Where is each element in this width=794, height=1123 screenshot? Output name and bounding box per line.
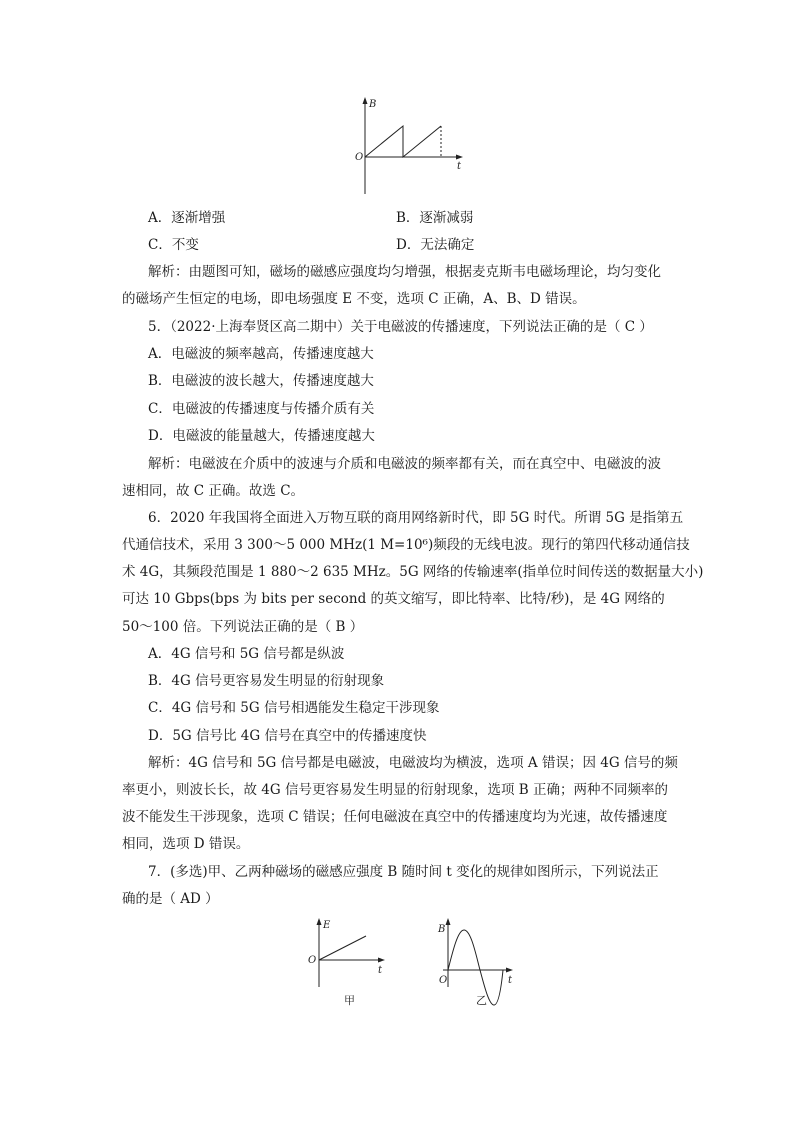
- q7-stem-line-2: 确的是（ AD ）: [122, 891, 219, 907]
- q5-option-a: A．电磁波的频率越高，传播速度越大: [148, 346, 374, 362]
- x-axis-label: t: [378, 965, 383, 976]
- q6-stem-line-1: 6．2020 年我国将全面进入万物互联的商用网络新时代，即 5G 时代。所谓 5G 是指第五: [148, 510, 684, 526]
- q6-stem-line-5: 50～100 倍。下列说法正确的是（ B ）: [122, 619, 364, 635]
- y-axis-arrow: [363, 97, 368, 104]
- q5-analysis-line-2: 速相同，故 C 正确。故选 C。: [122, 483, 305, 499]
- q6-stem-line-3: 术 4G，其频段范围是 1 880～2 635 MHz。5G 网络的传输速率(指单位时间传送的数据量大小): [122, 564, 704, 580]
- q4-option-c: C．不变: [148, 237, 199, 253]
- x-axis-label: t: [457, 161, 462, 172]
- q5-analysis-line-1: 解析：电磁波在介质中的波速与介质和电磁波的频率都有关，而在真空中、电磁波的波: [148, 456, 661, 472]
- q6-analysis-line-1: 解析：4G 信号和 5G 信号都是电磁波，电磁波均为横波，选项 A 错误；因 4G 信号的频: [148, 755, 678, 771]
- graph-jia-e-t: [302, 915, 392, 1010]
- q4-option-a: A．逐渐增强: [148, 210, 226, 226]
- x-axis-label: t: [508, 975, 513, 986]
- y-axis-label: B: [438, 924, 446, 935]
- x-axis-arrow: [506, 968, 513, 973]
- q5-option-d: D．电磁波的能量越大，传播速度越大: [148, 428, 375, 444]
- q6-stem-line-2: 代通信技术，采用 3 300～5 000 MHz(1 M=10⁶)频段的无线电波。现行的第四代移动通信技: [122, 537, 690, 553]
- origin-label: O: [355, 152, 364, 163]
- sawtooth-b-t-graph: [350, 96, 470, 198]
- q6-analysis-line-3: 波不能发生干涉现象，选项 C 错误；任何电磁波在真空中的传播速度均为光速，故传播速度: [122, 809, 668, 825]
- q5-option-c: C．电磁波的传播速度与传播介质有关: [148, 401, 375, 417]
- origin-label: O: [439, 975, 448, 986]
- q4-option-d: D．无法确定: [396, 237, 475, 253]
- graph-yi-b-t: [436, 915, 526, 1010]
- y-axis-label: B: [369, 99, 377, 110]
- y-axis-label: E: [323, 920, 331, 931]
- q6-analysis-line-2: 率更小，则波长长，故 4G 信号更容易发生明显的衍射现象，选项 B 正确；两种不同频率的: [122, 782, 668, 798]
- sawtooth-curve: [365, 126, 441, 157]
- q6-option-c: C．4G 信号和 5G 信号相遇能发生稳定干涉现象: [148, 700, 440, 716]
- y-axis-arrow: [446, 918, 451, 925]
- origin-label: O: [308, 955, 317, 966]
- q6-stem-line-4: 可达 10 Gbps(bps 为 bits per second 的英文缩写，即比特率、比特/秒)，是 4G 网络的: [122, 591, 665, 607]
- q4-analysis-line-2: 的磁场产生恒定的电场，即电场强度 E 不变，选项 C 正确，A、B、D 错误。: [122, 291, 586, 307]
- q6-option-b: B．4G 信号更容易发生明显的衍射现象: [148, 673, 385, 689]
- q4-option-b: B．逐渐减弱: [396, 210, 474, 226]
- linear-curve: [319, 936, 366, 960]
- x-axis-arrow: [378, 958, 385, 963]
- q5-stem: 5．（2022·上海奉贤区高二期中）关于电磁波的传播速度，下列说法正确的是（ C ）: [148, 319, 653, 335]
- q6-analysis-line-4: 相同，选项 D 错误。: [122, 836, 250, 852]
- caption-jia: 甲: [344, 994, 355, 1007]
- y-axis-arrow: [317, 918, 322, 925]
- x-axis-arrow: [456, 155, 463, 160]
- q4-analysis-line-1: 解析：由题图可知，磁场的磁感应强度均匀增强，根据麦克斯韦电磁场理论，均匀变化: [148, 264, 661, 280]
- q6-option-a: A．4G 信号和 5G 信号都是纵波: [148, 646, 345, 662]
- q7-stem-line-1: 7．(多选)甲、乙两种磁场的磁感应强度 B 随时间 t 变化的规律如图所示，下列说法正: [148, 864, 659, 880]
- q6-option-d: D．5G 信号比 4G 信号在真空中的传播速度快: [148, 728, 427, 744]
- caption-yi: 乙: [476, 994, 487, 1007]
- q5-option-b: B．电磁波的波长越大，传播速度越大: [148, 373, 374, 389]
